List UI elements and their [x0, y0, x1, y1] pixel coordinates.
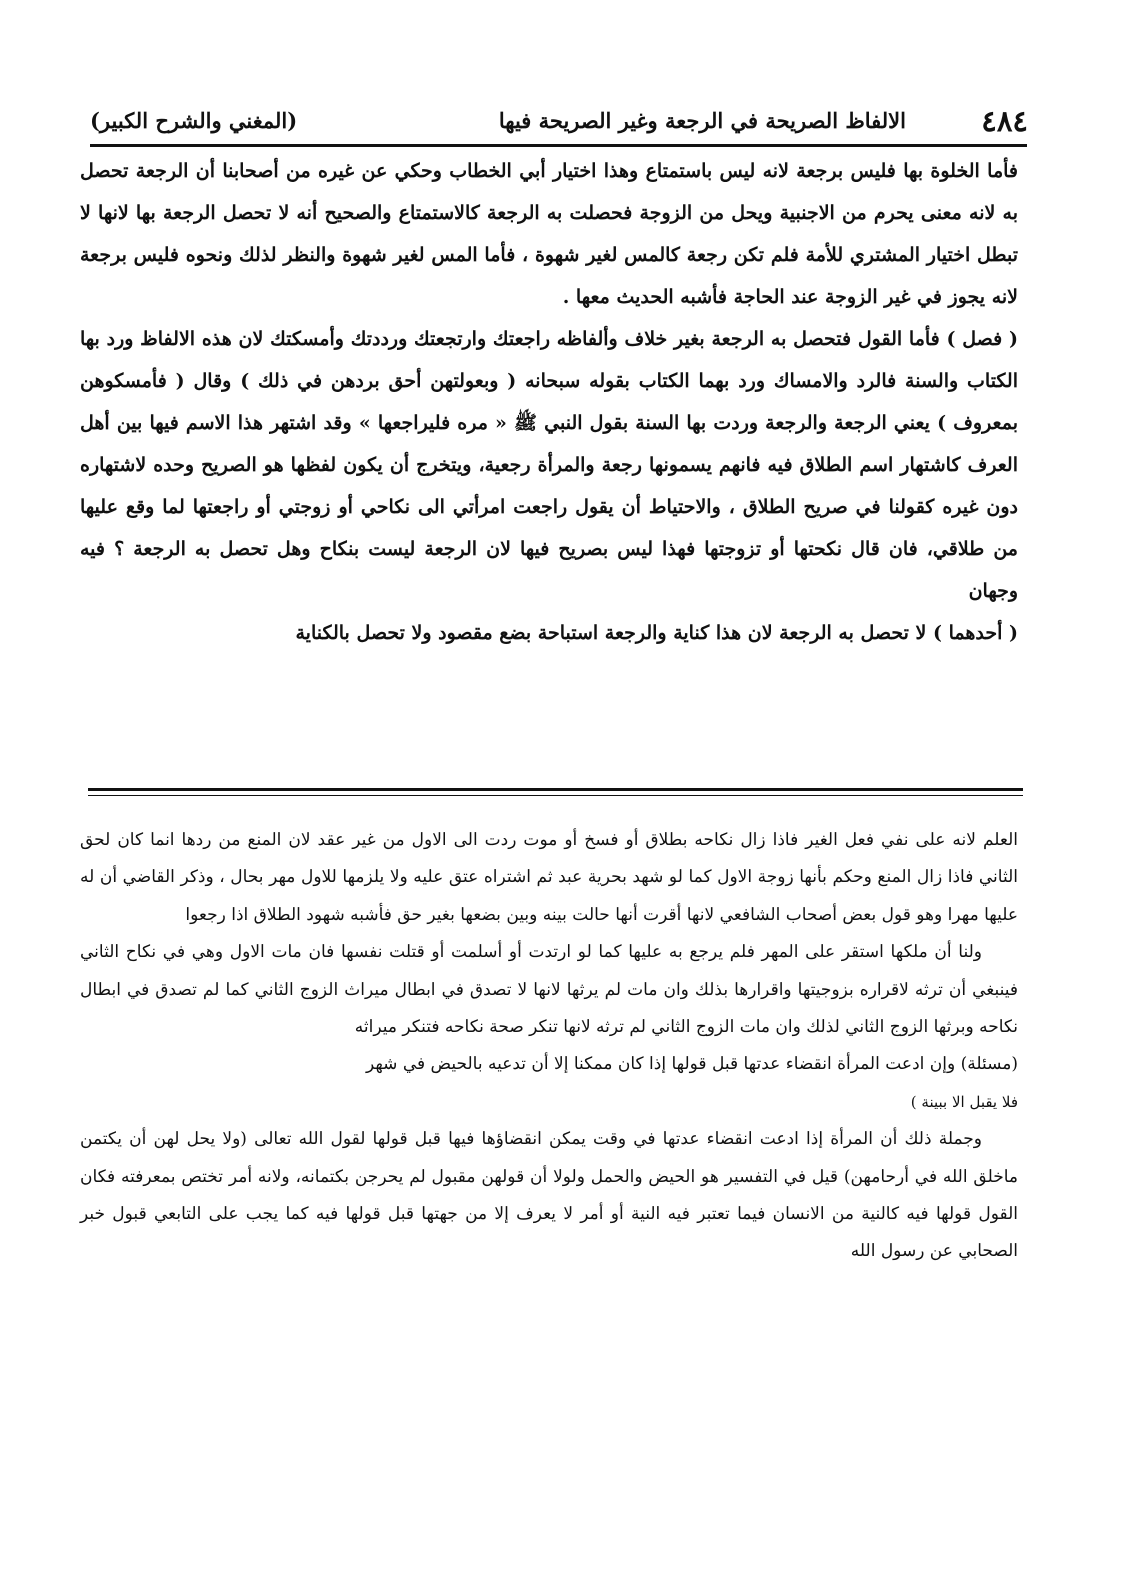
main-paragraph: ( أحدهما ) لا تحصل به الرجعة لان هذا كناية والرجعة استباحة بضع مقصود ولا تحصل بالكناية — [295, 622, 1018, 644]
header-rule — [90, 144, 1027, 147]
book-title: (المغني والشرح الكبير) — [90, 108, 298, 133]
page-number: ٤٨٤ — [981, 104, 1028, 138]
commentary-paragraph: العلم لانه على نفي فعل الغير فاذا زال نكاحه بطلاق أو فسخ أو موت ردت الى الاول من غير عقد لان المنع من ردها انما كان لحق الثاني فاذا زال المنع وحكم بأنها زوجة الاول كما لو شهد بحرية عبد ثم اشتراه عتق عليه ولا يلزمها للاول مهر بحال ، وذكر القاضي أن له عليها مهرا وهو قول بعض أصحاب الشافعي لانها أقرت أنها حالت بينه وبين بضعها بغير حق فأشبه شهود الطلاق اذا رجعوا — [80, 830, 1018, 925]
page-header — [88, 100, 1028, 146]
main-text — [80, 150, 1018, 654]
commentary-paragraph: وجملة ذلك أن المرأة إذا ادعت انقضاء عدتها في وقت يمكن انقضاؤها فيها قبل قولها لقول الله تعالى (ولا يحل لهن أن يكتمن ماخلق الله في أرحامهن) قيل في التفسير هو الحيض والحمل ولولا أن قولهن مقبول لم يحرجن بكتمانه، ولانه أمر تختص بمعرفته فكان القول قولها فيه كالنية من الانسان فيما تعتبر فيه النية أو أمر لا يعرف إلا من جهتها قبل قولها فيه كما يجب على التابعي قبول خبر الصحابي عن رسول الله — [80, 1129, 1018, 1262]
commentary-paragraph: (مسئلة) وإن ادعت المرأة انقضاء عدتها قبل قولها إذا كان ممكنا إلا أن تدعيه بالحيض في شهر — [365, 1054, 1018, 1075]
commentary-paragraph: ولنا أن ملكها استقر على المهر فلم يرجع به عليها كما لو ارتدت أو أسلمت أو قتلت نفسها فان مات الاول وهي في نكاح الثاني فينبغي أن ترثه لاقراره بزوجيتها واقرارها بذلك وان مات لم يرثها لانها لا تصدق في ابطال ميراث الزوج الثاني كما لم تصدق في ابطال نكاحه وبرثها الزوج الثاني لذلك وان مات الزوج الثاني لم ترثه لانها تنكر صحة نكاحه فتنكر ميراثه — [80, 942, 1018, 1038]
main-paragraph: فأما الخلوة بها فليس برجعة لانه ليس باستمتاع وهذا اختيار أبي الخطاب وحكي عن غيره من أصحابنا أن الرجعة تحصل به لانه معنى يحرم من الاجنبية ويحل من الزوجة فحصلت به الرجعة كالاستمتاع والصحيح أنه لا تحصل الرجعة بها لانها لا تبطل اختيار المشتري للأمة فلم تكن رجعة كالمس لغير شهوة ، فأما المس لغير شهوة والنظر لذلك ونحوه فليس برجعة لانه يجوز في غير الزوجة عند الحاجة فأشبه الحديث معها . — [80, 160, 1018, 308]
main-paragraph: ( فصل ) فأما القول فتحصل به الرجعة بغير خلاف وألفاظه راجعتك وارتجعتك ورددتك وأمسكتك لان هذه الالفاظ ورد بها الكتاب والسنة فالرد والامساك ورد بهما الكتاب بقوله سبحانه ( وبعولتهن أحق بردهن في ذلك ) وقال ( فأمسكوهن بمعروف ) يعني الرجعة والرجعة وردت بها السنة بقول النبي ﷺ « مره فليراجعها » وقد اشتهر هذا الاسم فيها بين أهل العرف كاشتهار اسم الطلاق فيه فانهم يسمونها رجعة والمرأة رجعية، ويتخرج أن يكون لفظها هو الصريح وحده لاشتهاره دون غيره كقولنا في صريح الطلاق ، والاحتياط أن يقول راجعت امرأتي الى نكاحي أو زوجتي أو راجعتها لما وقع عليها من طلاقي، فان قال نكحتها أو تزوجتها فهذا ليس بصريح فيها لان الرجعة ليست بنكاح وهل تحصل به الرجعة ؟ فيه وجهان — [80, 328, 1018, 602]
commentary-paragraph: فلا يقبل الا ببينة ) — [910, 1092, 1018, 1111]
section-divider-thin — [88, 795, 1023, 796]
commentary-text — [80, 822, 1018, 1271]
section-divider-thick — [88, 788, 1023, 791]
running-title: الالفاظ الصريحة في الرجعة وغير الصريحة فيها — [498, 108, 906, 133]
